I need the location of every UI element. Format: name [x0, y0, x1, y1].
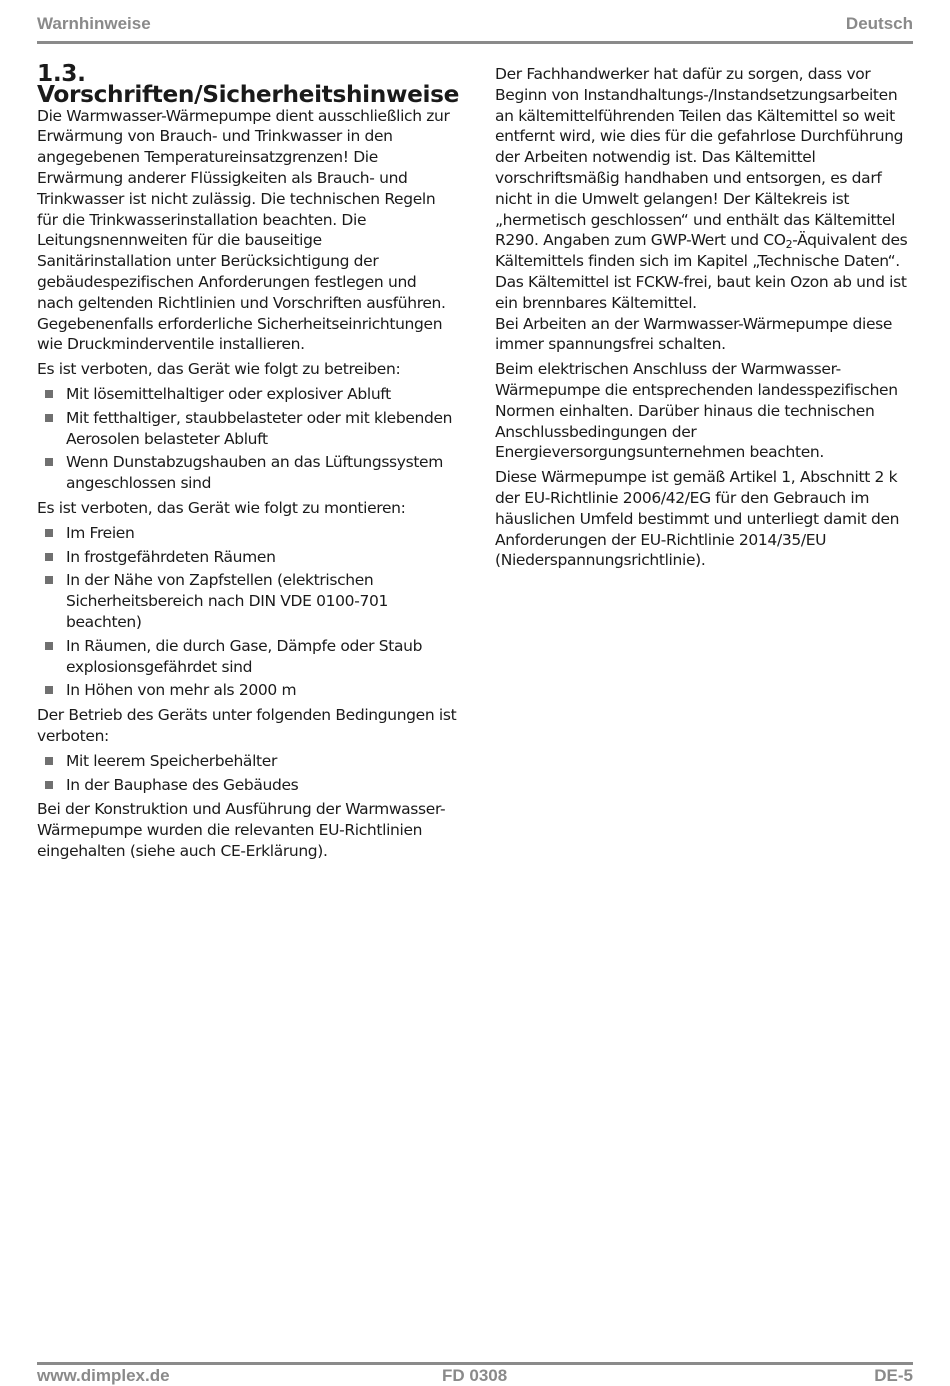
list-item: Mit lösemittelhaltiger oder explosiver Abluft — [37, 384, 457, 405]
list-item: Mit fetthaltiger, staubbelasteter oder mit klebenden Aerosolen belasteter Abluft — [37, 408, 457, 450]
paragraph-mounting-forbidden: Es ist verboten, das Gerät wie folgt zu montieren: — [37, 498, 406, 517]
list-operation-forbidden — [37, 384, 457, 494]
section-heading — [37, 60, 460, 108]
paragraph-conditions-forbidden: Der Betrieb des Geräts unter folgenden Bedingungen ist verboten: — [37, 706, 457, 745]
right-column — [495, 64, 915, 575]
list-item: Mit leerem Speicherbehälter — [37, 751, 457, 772]
list-item: Wenn Dunstabzugshauben an das Lüftungssystem angeschlossen sind — [37, 452, 457, 494]
header-language: Deutsch — [845, 14, 913, 33]
footer-page-number: DE-5 — [874, 1366, 913, 1385]
refrigerant-text-part1: Der Fachhandwerker hat dafür zu sorgen, dass vor Beginn von Instandhaltungs-/Instandsetzungsarbeiten an kältemittelführenden Teilen das Kältemittel so weit entfernt wird, wie dies für die gefahrlose Durchführung der Arbeiten notwendig ist. Das Kältemittel vorschriftsmäßig handhaben und entsorgen, es darf nicht in die Umwelt gelangen! Der Kältekreis ist „hermetisch geschlossen“ und enthält das Kältemittel R290. Angaben zum GWP-Wert und CO — [495, 65, 904, 250]
header-rule — [37, 41, 913, 44]
refrigerant-text-part2: -Äquivalent des Kältemittels finden sich im Kapitel „Technische Daten“. Das Kältemittel ist FCKW-frei, baut kein Ozon ab und ist ein brennbares Kältemittel. — [495, 231, 908, 312]
section-number: 1.3. — [37, 60, 86, 87]
header-section-title: Warnhinweise — [37, 14, 151, 33]
paragraph-intended-use: Die Warmwasser-Wärmepumpe dient ausschließlich zur Erwärmung von Brauch- und Trinkwasser in den angegebenen Temperatureinsatzgrenzen! Die Erwärmung anderer Flüssigkeiten als Brauch- und Trinkwasser ist nicht zulässig. Die technischen Regeln für die Trinkwasserinstallation beachten. Die Leitungsnennweiten für die bauseitige Sanitärinstallation unter Berücksichtigung der gebäudespezifischen Anforderungen festlegen und nach geltenden Richtlinien und Vorschriften ausführen. Gegebenenfalls erforderliche Sicherheitseinrichtungen wie Druckminderventile installieren. — [37, 106, 450, 354]
list-item: In Höhen von mehr als 2000 m — [37, 680, 457, 701]
paragraph-eu-directives: Bei der Konstruktion und Ausführung der Warmwasser-Wärmepumpe wurden die relevanten EU-Richtlinien eingehalten (siehe auch CE-Erklärung). — [37, 800, 446, 860]
paragraph-voltage-free: Bei Arbeiten an der Warmwasser-Wärmepumpe diese immer spannungsfrei schalten. — [495, 314, 893, 354]
list-conditions-forbidden — [37, 751, 457, 796]
footer-website: www.dimplex.de — [37, 1366, 170, 1385]
co2-subscript: 2 — [785, 238, 793, 252]
page-footer — [37, 1366, 913, 1386]
list-item: Im Freien — [37, 523, 457, 544]
footer-doc-code: FD 0308 — [442, 1366, 508, 1385]
paragraph-operation-forbidden: Es ist verboten, das Gerät wie folgt zu betreiben: — [37, 360, 401, 379]
page-header — [37, 14, 913, 38]
footer-rule — [37, 1362, 913, 1365]
list-item: In der Nähe von Zapfstellen (elektrischen Sicherheitsbereich nach DIN VDE 0100-701 beachten) — [37, 570, 457, 632]
paragraph-machinery-directive: Diese Wärmepumpe ist gemäß Artikel 1, Abschnitt 2 k der EU-Richtlinie 2006/42/EG für den Gebrauch im häuslichen Umfeld bestimmt und unterliegt damit den Anforderungen der EU-Richtlinie 2014/35/EU (Niederspannungsrichtlinie). — [495, 468, 900, 570]
list-item: In frostgefährdeten Räumen — [37, 547, 457, 568]
list-item: In der Bauphase des Gebäudes — [37, 775, 457, 796]
list-mounting-forbidden — [37, 523, 457, 701]
paragraph-refrigerant — [495, 64, 915, 314]
left-column — [37, 60, 460, 866]
section-title: Vorschriften/Sicherheitshinweise — [37, 80, 460, 108]
list-item: In Räumen, die durch Gase, Dämpfe oder Staub explosionsgefährdet sind — [37, 636, 457, 678]
paragraph-electrical-connection: Beim elektrischen Anschluss der Warmwasser-Wärmepumpe die entsprechenden landesspezifischen Normen einhalten. Darüber hinaus die technischen Anschlussbedingungen der Energieversorgungsunternehmen beachten. — [495, 360, 898, 462]
